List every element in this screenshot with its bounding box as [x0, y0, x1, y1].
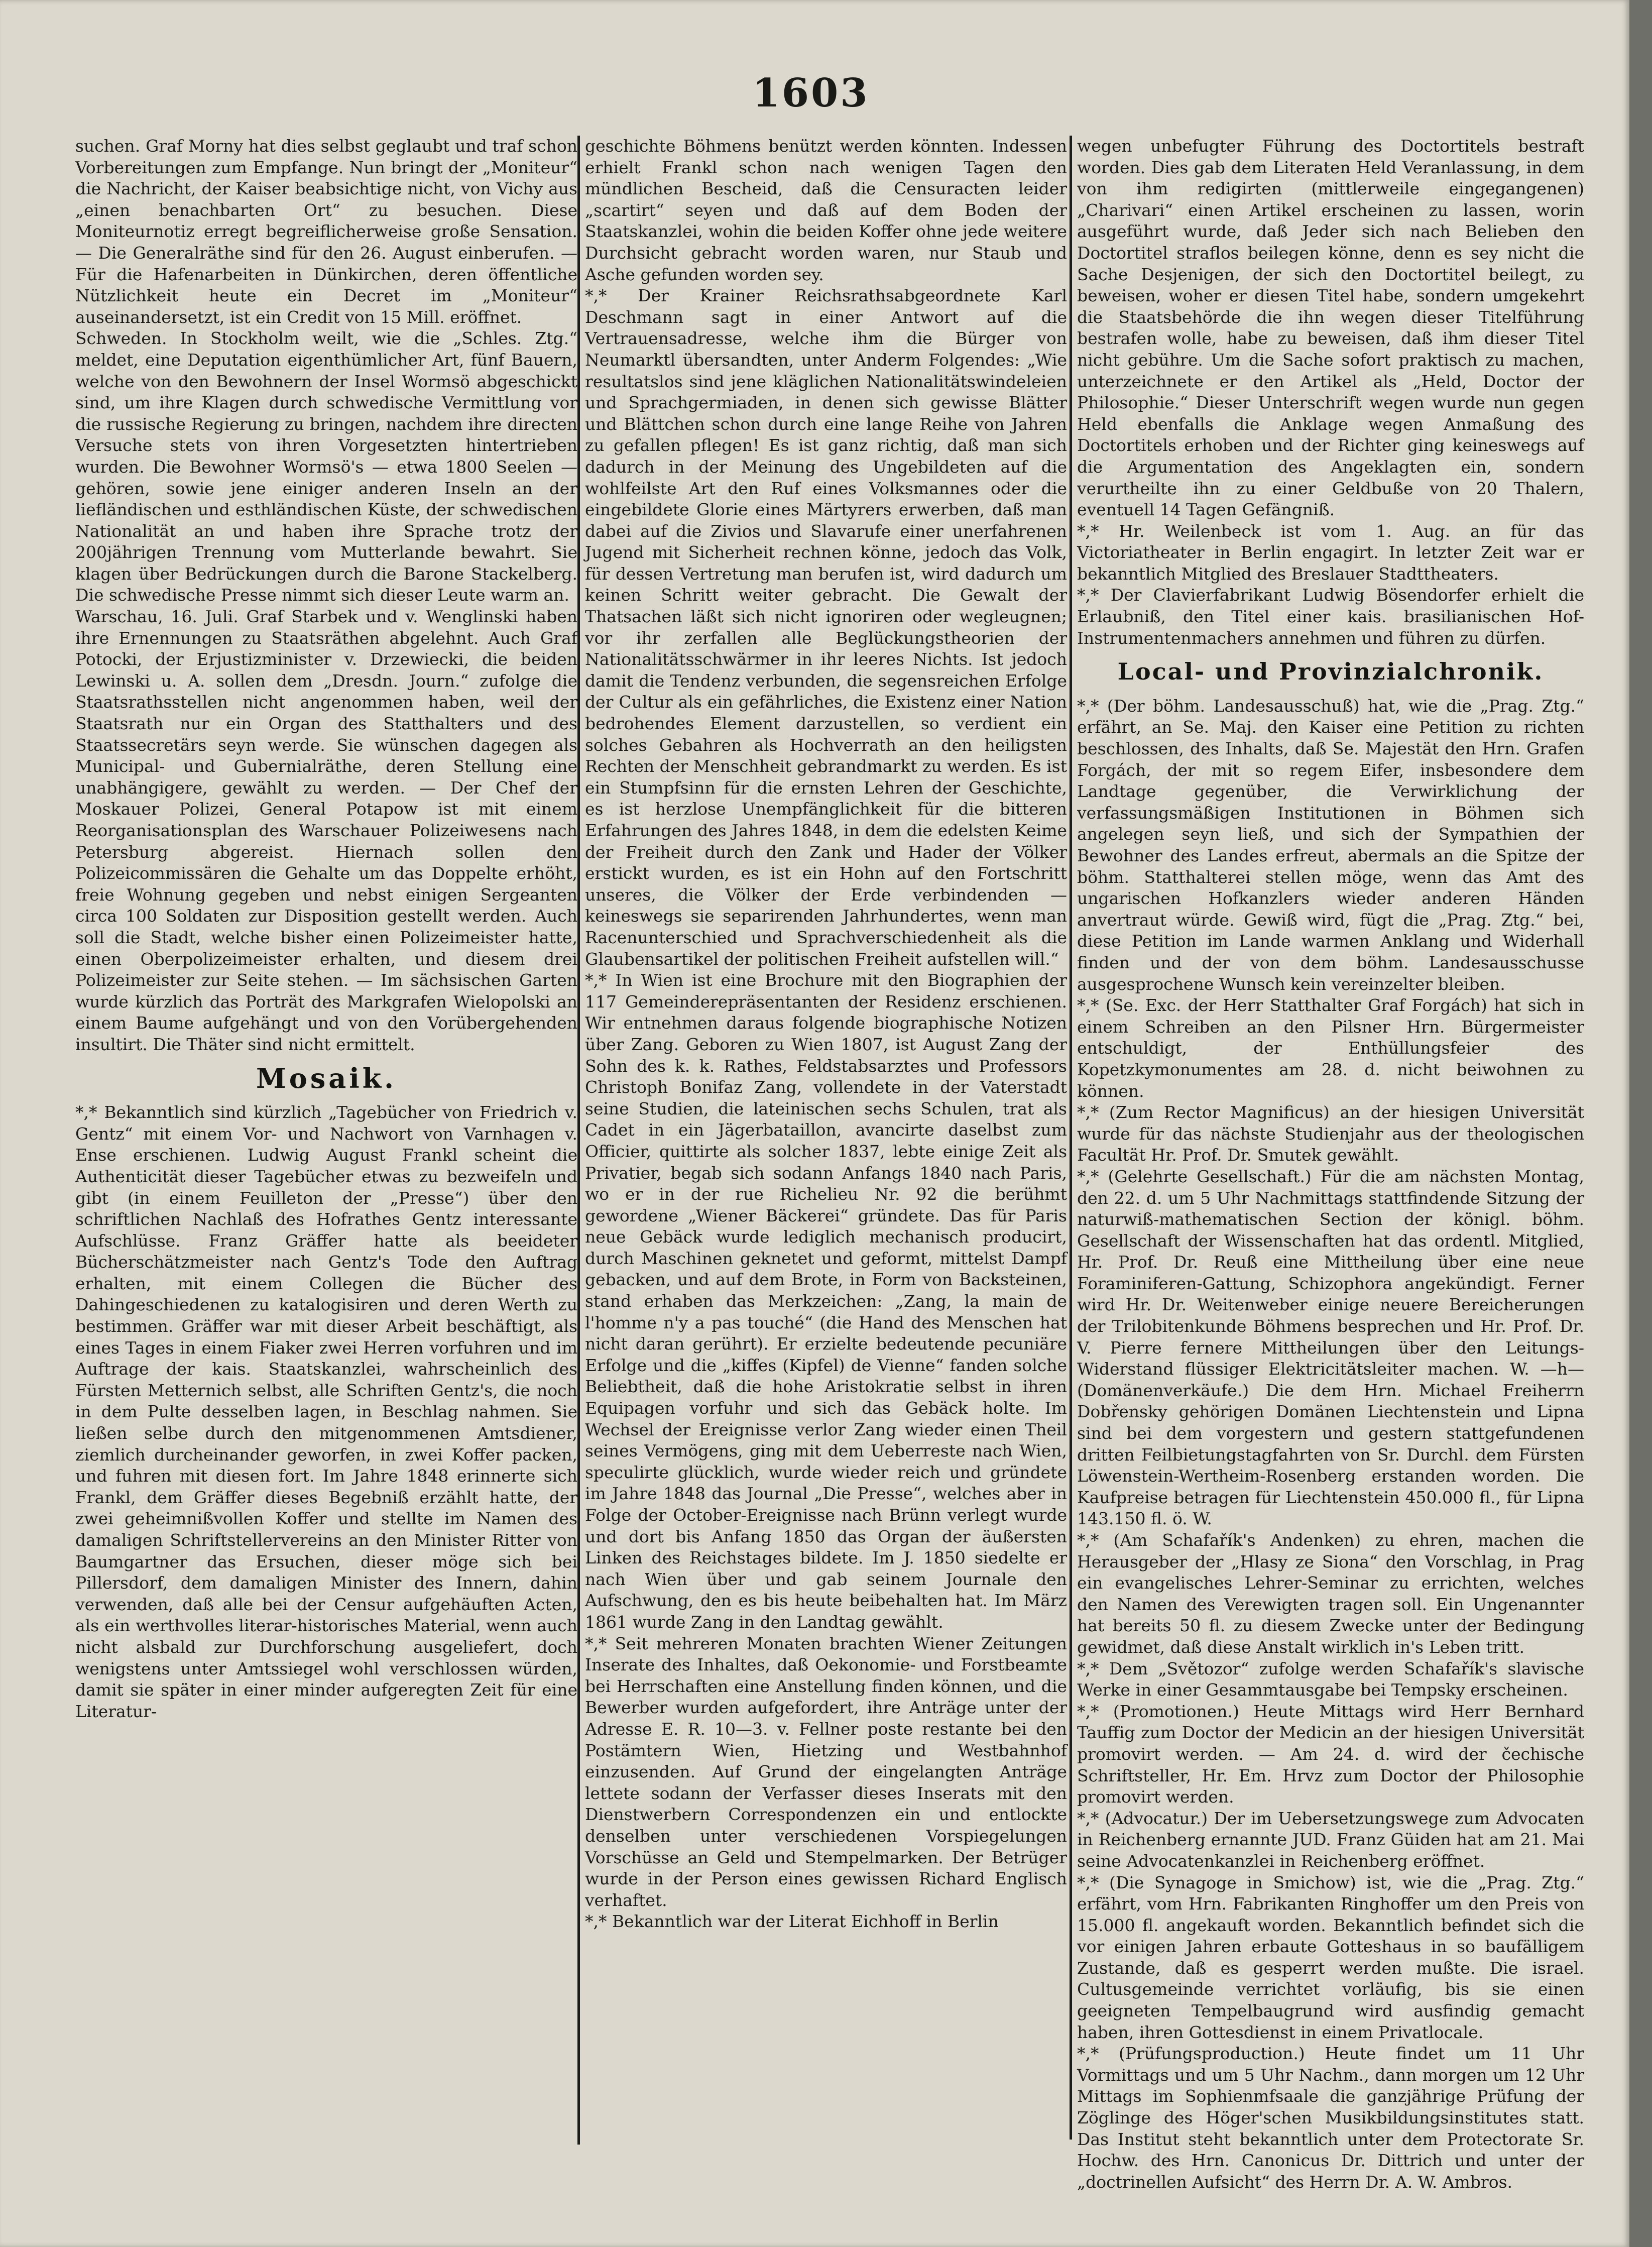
article-paragraph: *,* In Wien ist eine Brochure mit den Biographien der 117 Gemeinderepräsentanten der Residenz erschienen. Wir entnehmen daraus folgende biographische Notizen über Zang. Geboren zu Wien 1807, ist August Zang der Sohn des k. k. Rathes, Feldstabsarztes und Professors Christoph Bonifaz Zang, vollendete in der Vaterstadt seine Studien, die lateinischen sechs Schulen, trat als Cadet in ein Jägerbataillon, avancirte daselbst zum Officier, quittirte als solcher 1837, lebte einige Zeit als Privatier, begab sich sodann Anfangs 1840 nach Paris, wo er in der rue Richelieu Nr. 92 die berühmt gewordene „Wiener Bäckerei“ gründete. Das für Paris neue Gebäck wurde lediglich mechanisch producirt, durch Maschinen geknetet und geformt, mittelst Dampf gebacken, und auf dem Brote, in Form von Backsteinen, stand erhaben das Merkzeichen: „Zang, la main de l'homme n'y a pas touché“ (die Hand des Menschen hat nicht daran gerührt). Er erzielte bedeutende pecuniäre Erfolge und die „kiffes (Kipfel) de Vienne“ fanden solche Beliebtheit, daß die hohe Aristokratie selbst in ihren Equipagen vorfuhr und sich das Gebäck holte. Im Wechsel der Ereignisse verlor Zang wieder einen Theil seines Vermögens, ging mit dem Ueberreste nach Wien, speculirte glücklich, wurde wieder reich und gründete im Jahre 1848 das Journal „Die Presse“, welches aber in Folge der October-Ereignisse nach Brünn verlegt wurde und dort bis Anfang 1850 das Organ der äußersten Linken des Reichstages bildete. Im J. 1850 siedelte er nach Wien über und gab seinem Journale den Aufschwung, den es bis heute beibehalten hat. Im März 1861 wurde Zang in den Landtag gewählt.	[585, 970, 1067, 1632]
column-right	[1077, 136, 1584, 2193]
column-divider-left	[577, 136, 580, 2145]
article-paragraph: wegen unbefugter Führung des Doctortitels bestraft worden. Dies gab dem Literaten Held Veranlassung, in dem von ihm redigirten (mittlerweile eingegangenen) „Charivari“ einen Artikel erscheinen zu lassen, worin ausgeführt wurde, daß Jeder sich nach Belieben den Doctortitel straflos beilegen könne, denn es sey nicht die Sache Desjenigen, der sich den Doctortitel beilegt, zu beweisen, woher er diesen Titel habe, sondern umgekehrt die Staatsbehörde die ihn wegen dieser Titelführung bestrafen wolle, habe zu beweisen, daß ihm dieser Titel nicht gebühre. Um die Sache sofort praktisch zu machen, unterzeichnete er den Artikel als „Held, Doctor der Philosophie.“ Dieser Unterschrift wegen wurde nun gegen Held ebenfalls die Anklage wegen Anmaßung des Doctortitels erhoben und der Richter ging keineswegs auf die Argumentation des Angeklagten ein, sondern verurtheilte ihn zu einer Geldbuße von 20 Thalern, eventuell 14 Tagen Gefängniß.	[1077, 136, 1584, 520]
section-heading-local-chronik: Local- und Provinzialchronik.	[1117, 658, 1544, 686]
article-paragraph: *,* Hr. Weilenbeck ist vom 1. Aug. an für das Victoriatheater in Berlin engagirt. In letzter Zeit war er bekanntlich Mitglied des Breslauer Stadttheaters.	[1077, 521, 1584, 584]
column-left	[75, 136, 577, 1722]
article-paragraph: *,* (Gelehrte Gesellschaft.) Für die am nächsten Montag, den 22. d. um 5 Uhr Nachmittags stattfindende Sitzung der naturwiß-mathematischen Section der königl. böhm. Gesellschaft der Wissenschaften hat das ordentl. Mitglied, Hr. Prof. Dr. Reuß eine Mittheilung über eine neue Foraminiferen-Gattung, Schizophora angekündigt. Ferner wird Hr. Dr. Weitenweber einige neuere Bereicherungen der Trilobitenkunde Böhmens besprechen und Hr. Prof. Dr. V. Pierre fernere Mittheilungen über den Leitungs-Widerstand flüssiger Elektricitätsleiter machen. W. —h— (Domänenverkäufe.) Die dem Hrn. Michael Freiherrn Dobřensky gehörigen Domänen Liechtenstein und Lipna sind bei dem vorgestern und gestern stattgefundenen dritten Feilbietungstagfahrten von Sr. Durchl. dem Fürsten Löwenstein-Wertheim-Rosenberg erstanden worden. Die Kaufpreise betragen für Liechtenstein 450.000 fl., für Lipna 143.150 fl. ö. W.	[1077, 1166, 1584, 1529]
article-paragraph: *,* (Promotionen.) Heute Mittags wird Herr Bernhard Tauffig zum Doctor der Medicin an der hiesigen Universität promovirt werden. — Am 24. d. wird der čechische Schriftsteller, Hr. Em. Hrvz zum Doctor der Philosophie promovirt werden.	[1077, 1701, 1584, 1807]
article-paragraph: *,* (Die Synagoge in Smichow) ist, wie die „Prag. Ztg.“ erfährt, vom Hrn. Fabrikanten Ringhoffer um den Preis von 15.000 fl. angekauft worden. Bekanntlich befindet sich die vor einigen Jahren erbaute Gotteshaus in so baufälligem Zustande, daß es gesperrt werden mußte. Die israel. Cultusgemeinde verrichtet vorläufig, bis sie einen geeigneten Tempelbaugrund wird ausfindig gemacht haben, ihren Gottesdienst in einem Privatlocale.	[1077, 1872, 1584, 2042]
article-paragraph: *,* Der Clavierfabrikant Ludwig Bösendorfer erhielt die Erlaubniß, den Titel einer kais. brasilianischen Hof-Instrumentenmachers annehmen und führen zu dürfen.	[1077, 585, 1584, 648]
article-paragraph: *,* Dem „Světozor“ zufolge werden Schafařík's slavische Werke in einer Gesammtausgabe bei Tempsky erscheinen.	[1077, 1658, 1584, 1700]
article-paragraph: geschichte Böhmens benützt werden könnten. Indessen erhielt Frankl schon nach wenigen Tagen den mündlichen Bescheid, daß die Censuracten leider „scartirt“ seyen und daß auf dem Boden der Staatskanzlei, wohin die beiden Koffer ohne jede weitere Durchsicht gebracht worden waren, nur Staub und Asche gefunden worden sey.	[585, 136, 1067, 284]
article-paragraph: *,* Seit mehreren Monaten brachten Wiener Zeitungen Inserate des Inhaltes, daß Oekonomie- und Forstbeamte bei Herrschaften eine Anstellung finden können, und die Bewerber wurden aufgefordert, ihre Anträge unter der Adresse E. R. 10—3. v. Fellner poste restante bei den Postämtern Wien, Hietzing und Westbahnhof einzusenden. Auf Grund der eingelangten Anträge lettete sodann der Verfasser dieses Inserats mit den Dienstwerbern Correspondenzen ein und entlockte denselben unter verschiedenen Vorspiegelungen Vorschüsse an Geld und Stempelmarken. Der Betrüger wurde in der Person eines gewissen Richard Englisch verhaftet.	[585, 1633, 1067, 1910]
article-paragraph: *,* (Advocatur.) Der im Uebersetzungswege zum Advocaten in Reichenberg ernannte JUD. Franz Güiden hat am 21. Mai seine Advocatenkanzlei in Reichenberg eröffnet.	[1077, 1808, 1584, 1871]
article-paragraph: *,* (Der böhm. Landesausschuß) hat, wie die „Prag. Ztg.“ erfährt, an Se. Maj. den Kaiser eine Petition zu richten beschlossen, des Inhalts, daß Se. Majestät den Hrn. Grafen Forgách, der mit so regem Eifer, insbesondere dem Landtage gegenüber, die Verwirklichung der verfassungsmäßigen Institutionen in Böhmen sich angelegen seyn ließ, und sich der Sympathien der Bewohner des Landes erfreut, abermals an die Spitze der böhm. Statthalterei stellen möge, wenn das Amt des ungarischen Hofkanzlers wieder anderen Händen anvertraut würde. Gewiß wird, fügt die „Prag. Ztg.“ bei, diese Petition im Lande warmen Anklang und Widerhall finden und der von dem böhm. Landesausschusse ausgesprochene Wunsch kein vereinzelter bleiben.	[1077, 696, 1584, 994]
article-paragraph: *,* Bekanntlich sind kürzlich „Tagebücher von Friedrich v. Gentz“ mit einem Vor- und Nachwort von Varnhagen v. Ense erschienen. Ludwig August Frankl scheint die Authenticität dieser Tagebücher etwas zu bezweifeln und gibt (in einem Feuilleton der „Presse“) über den schriftlichen Nachlaß des Hofrathes Gentz interessante Aufschlüsse. Franz Gräffer hatte als beeideter Bücherschätzmeister nach Gentz's Tode den Auftrag erhalten, mit einem Collegen die Bücher des Dahingeschiedenen zu katalogisiren und deren Werth zu bestimmen. Gräffer war mit dieser Arbeit beschäftigt, als eines Tages in einem Fiaker zwei Herren vorfuhren und im Auftrage der kais. Staatskanzlei, wahrscheinlich des Fürsten Metternich selbst, alle Schriften Gentz's, die noch in dem Pulte desselben lagen, in Beschlag nahmen. Sie ließen selbe durch den mitgenommenen Amtsdiener, ziemlich durcheinander geworfen, in zwei Koffer packen, und fuhren mit diesen fort. Im Jahre 1848 erinnerte sich Frankl, dem Gräffer dieses Begebniß erzählt hatte, der zwei geheimnißvollen Koffer und stellte im Namen des damaligen Schriftstellervereins an den Minister Ritter von Baumgartner das Ersuchen, dieser möge sich bei Pillersdorf, dem damaligen Minister des Innern, dahin verwenden, daß alle bei der Censur aufgehäuften Acten, als ein werthvolles literar-historisches Material, wenn auch nicht alsbald zur Durchforschung ausgeliefert, doch wenigstens unter Amtssiegel wohl verschlossen würden, damit sie später in einer minder aufgeregten Zeit für eine Literatur-	[75, 1102, 577, 1721]
article-paragraph: Warschau, 16. Juli. Graf Starbek und v. Wenglinski haben ihre Ernennungen zu Staatsräthen abgelehnt. Auch Graf Potocki, der Erjustizminister v. Drzewiecki, die beiden Lewinski u. A. sollen dem „Dresdn. Journ.“ zufolge die Staatsrathsstellen nicht angenommen haben, weil der Staatsrath nur ein Organ des Statthalters und des Staatssecretärs seyn werde. Sie wünschen dagegen als Municipal- und Gubernialräthe, deren Stellung eine unabhängigere, gewählt zu werden. — Der Chef der Moskauer Polizei, General Potapow ist mit einem Reorganisationsplan des Warschauer Polizeiwesens nach Petersburg abgereist. Hiernach sollen den Polizeicommissären die Gehalte um das Doppelte erhöht, freie Wohnung gegeben und nebst einigen Sergeanten circa 100 Soldaten zur Disposition gestellt werden. Auch soll die Stadt, welche bisher einen Polizeimeister hatte, einen Oberpolizeimeister erhalten, und diesem drei Polizeimeister zur Seite stehen. — Im sächsischen Garten wurde kürzlich das Porträt des Markgrafen Wielopolski an einem Baume aufgehängt und von den Vorübergehenden insultirt. Die Thäter sind nicht ermittelt.	[75, 607, 577, 1054]
article-paragraph: *,* (Am Schafařík's Andenken) zu ehren, machen die Herausgeber der „Hlasy ze Siona“ den Vorschlag, in Prag ein evangelisches Lehrer-Seminar zu errichten, welches den Namen des Verewigten tragen soll. Ein Ungenannter hat bereits 50 fl. zu diesem Zwecke unter der Bedingung gewidmet, daß diese Anstalt wirklich in's Leben tritt.	[1077, 1530, 1584, 1657]
article-paragraph: Schweden. In Stockholm weilt, wie die „Schles. Ztg.“ meldet, eine Deputation eigenthümlicher Art, fünf Bauern, welche von den Bewohnern der Insel Wormsö abgeschickt sind, um ihre Klagen durch schwedische Vermittlung vor die russische Regierung zu bringen, nachdem ihre directen Versuche stets von ihren Vorgesetzten hintertrieben wurden. Die Bewohner Wormsö's — etwa 1800 Seelen — gehören, sowie jene einiger anderen Inseln an der liefländischen und esthländischen Küste, der schwedischen Nationalität an und haben ihre Sprache trotz der 200jährigen Trennung vom Mutterlande bewahrt. Sie klagen über Bedrückungen durch die Barone Stackelberg. Die schwedische Presse nimmt sich dieser Leute warm an.	[75, 328, 577, 605]
article-paragraph: *,* (Prüfungsproduction.) Heute findet um 11 Uhr Vormittags und um 5 Uhr Nachm., dann morgen um 12 Uhr Mittags im Sophienmfsaale die ganzjährige Prüfung der Zöglinge des Höger'schen Musikbildungsinstitutes statt. Das Institut steht bekanntlich unter dem Protectorate Sr. Hochw. des Hrn. Canonicus Dr. Dittrich und unter der „doctrinellen Aufsicht“ des Herrn Dr. A. W. Ambros.	[1077, 2044, 1584, 2192]
column-divider-right	[1070, 136, 1072, 2140]
article-paragraph: *,* (Se. Exc. der Herr Statthalter Graf Forgách) hat sich in einem Schreiben an den Pilsner Hrn. Bürgermeister entschuldigt, der Enthüllungsfeier des Kopetzkymonumentes am 28. d. nicht beiwohnen zu können.	[1077, 995, 1584, 1101]
page-number: 1603	[752, 70, 870, 116]
article-paragraph: *,* Der Krainer Reichsrathsabgeordnete Karl Deschmann sagt in einer Antwort auf die Vertrauensadresse, welche ihm die Bürger von Neumarktl übersandten, unter Anderm Folgendes: „Wie resultatslos sind jene kläglichen Nationalitätswindeleien und Sprachgermiaden, in denen sich gewisse Blätter und Blättchen schon durch eine lange Reihe von Jahren zu gefallen pflegen! Es ist ganz richtig, daß man sich dadurch in der Meinung des Ungebildeten auf die wohlfeilste Art den Ruf eines Volksmannes oder die eingebildete Glorie eines Märtyrers erwerben, daß man dabei auf die Zivios und Slavarufe einer unerfahrenen Jugend mit Sicherheit rechnen könne, jedoch das Volk, für dessen Vertretung man berufen ist, wird dadurch um keinen Schritt weiter gebracht. Die Gewalt der Thatsachen läßt sich nicht ignoriren oder wegleugnen; vor ihr zerfallen alle Beglückungstheorien der Nationalitätsschwärmer in ihr leeres Nichts. Ist jedoch damit die Tendenz verbunden, die segensreichen Erfolge der Cultur als ein gefährliches, die Existenz einer Nation bedrohendes Element darzustellen, so verdient ein solches Gebahren als Hochverrath an den heiligsten Rechten der Menschheit gebrandmarkt zu werden. Es ist ein Stumpfsinn für die ernsten Lehren der Geschichte, es ist herzlose Unempfänglichkeit für die bitteren Erfahrungen des Jahres 1848, in dem die edelsten Keime der Freiheit durch den Zank und Hader der Völker erstickt wurden, es ist ein Hohn auf den Fortschritt unseres, die Völker der Erde verbindenden — keineswegs sie separirenden Jahrhundertes, wenn man Racenunterschied und Sprachverschiedenheit als die Glaubensartikel der politischen Freiheit aufstellen will.“	[585, 286, 1067, 969]
article-paragraph: *,* (Zum Rector Magnificus) an der hiesigen Universität wurde für das nächste Studienjahr aus der theologischen Facultät Hr. Prof. Dr. Smutek gewählt.	[1077, 1102, 1584, 1165]
article-paragraph: suchen. Graf Morny hat dies selbst geglaubt und traf schon Vorbereitungen zum Empfange. Nun bringt der „Moniteur“ die Nachricht, der Kaiser beabsichtige nicht, von Vichy aus „einen benachbarten Ort“ zu besuchen. Diese Moniteurnotiz erregt begreiflicherweise große Sensation. — Die Generalräthe sind für den 26. August einberufen. — Für die Hafenarbeiten in Dünkirchen, deren öffentliche Nützlichkeit heute ein Decret im „Moniteur“ auseinandersetzt, ist ein Credit von 15 Mill. eröffnet.	[75, 136, 577, 327]
column-middle	[585, 136, 1067, 1933]
article-paragraph: *,* Bekanntlich war der Literat Eichhoff in Berlin	[585, 1912, 999, 1932]
section-heading-mosaik: Mosaik.	[256, 1062, 397, 1094]
